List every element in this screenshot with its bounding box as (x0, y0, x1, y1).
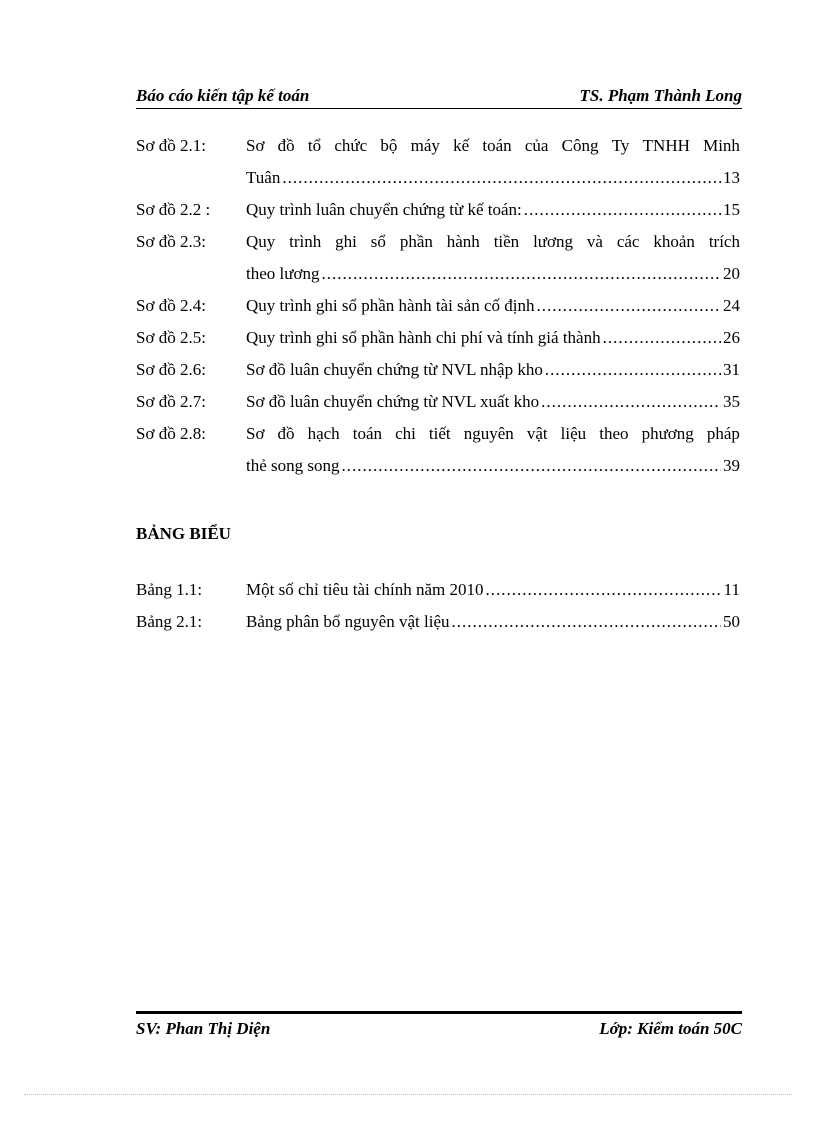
toc-entry-label: Sơ đồ 2.4: (136, 296, 206, 315)
toc-entry-page: 39 (723, 456, 740, 475)
toc-entry-title-word: phương (641, 424, 694, 443)
toc-entry-diagram-2-7[interactable] (136, 386, 740, 418)
header-report-title: Báo cáo kiến tập kế toán (136, 86, 310, 105)
toc-entry-title-word: trình (289, 232, 322, 251)
toc-entry-title-word: liệu (560, 424, 587, 443)
toc-leader-dots (603, 322, 721, 354)
toc-entry-title-word: theo (599, 424, 629, 443)
toc-entry-title: Quy trình luân chuyển chứng từ kế toán: (246, 200, 522, 219)
footer-student-name: SV: Phan Thị Diện (136, 1019, 271, 1038)
toc-entry-title-word: bộ (380, 136, 398, 155)
toc-entry-title-word: tiền (493, 232, 520, 251)
toc-entry-diagram-2-2[interactable] (136, 194, 740, 226)
toc-entry-title-word: ghi (335, 232, 357, 251)
toc-leader-dots (486, 574, 722, 606)
toc-entry-table-1-1[interactable] (136, 574, 740, 606)
toc-entry-title-word: nguyên (463, 424, 514, 443)
toc-entry-diagram-2-5[interactable] (136, 322, 740, 354)
toc-entry-title-word: chức (334, 136, 368, 155)
toc-leader-dots (321, 258, 721, 290)
toc-entry-title-line (246, 194, 740, 226)
toc-entry-page: 31 (723, 360, 740, 379)
toc-entry-title-line (246, 606, 740, 638)
toc-entry-title-line-2 (246, 450, 740, 482)
toc-entry-label: Sơ đồ 2.5: (136, 328, 206, 347)
toc-entry-label: Bảng 2.1: (136, 612, 203, 631)
tables-section-heading: BẢNG BIỂU (136, 524, 231, 543)
footer-class: Lớp: Kiểm toán 50C (599, 1019, 742, 1038)
toc-entry-title-line (246, 574, 740, 606)
toc-leader-dots (452, 606, 722, 638)
toc-entry-title-word: Sơ (246, 136, 265, 155)
toc-entry-title-continued: thẻ song song (246, 456, 340, 475)
toc-entry-title-word: pháp (706, 424, 740, 443)
toc-leader-dots (545, 354, 721, 386)
toc-entry-diagram-2-8[interactable] (136, 418, 740, 482)
toc-entry-page: 50 (723, 612, 740, 631)
toc-entry-page: 35 (723, 392, 740, 411)
toc-entry-title-word: chi (395, 424, 416, 443)
toc-entry-title-word: toán (482, 136, 512, 155)
toc-entry-title-word: TNHH (642, 136, 690, 155)
toc-leader-dots (342, 450, 722, 482)
toc-entry-title-word: các (616, 232, 640, 251)
toc-entry-title-line-2 (246, 162, 740, 194)
toc-entry-page: 13 (723, 168, 740, 187)
toc-entry-label: Sơ đồ 2.8: (136, 424, 206, 443)
toc-entry-diagram-2-6[interactable] (136, 354, 740, 386)
toc-leader-dots (541, 386, 721, 418)
page-header (136, 84, 742, 109)
toc-entry-label: Sơ đồ 2.2 : (136, 200, 211, 219)
toc-entry-title-line (246, 322, 740, 354)
toc-entry-title-word: hạch (307, 424, 340, 443)
page-footer (136, 1011, 742, 1044)
toc-entry-title-line-1 (246, 226, 740, 258)
toc-entry-title-word: Quy (246, 232, 276, 251)
toc-entry-title-line (246, 290, 740, 322)
toc-entry-title: Quy trình ghi sổ phần hành chi phí và tính giá thành (246, 328, 601, 347)
toc-entry-title-word: kế (453, 136, 470, 155)
toc-entry-title-word: trích (708, 232, 740, 251)
toc-entry-title-line-1 (246, 418, 740, 450)
toc-entry-title-line (246, 354, 740, 386)
header-supervisor: TS. Phạm Thành Long (579, 86, 742, 105)
toc-entry-title: Một số chỉ tiêu tài chính năm 2010 (246, 580, 484, 599)
toc-entry-title: Bảng phân bổ nguyên vật liệu (246, 612, 450, 631)
toc-entry-page: 26 (723, 328, 740, 347)
toc-entry-title-word: tổ (307, 136, 322, 155)
toc-entry-label: Sơ đồ 2.6: (136, 360, 206, 379)
toc-entry-title-word: máy (410, 136, 440, 155)
toc-entry-page: 15 (723, 200, 740, 219)
toc-entry-diagram-2-4[interactable] (136, 290, 740, 322)
toc-entry-title-word: tiết (428, 424, 451, 443)
toc-entry-title-word: và (586, 232, 603, 251)
toc-entry-label: Bảng 1.1: (136, 580, 203, 599)
toc-entry-title: Sơ đồ luân chuyển chứng từ NVL nhập kho (246, 360, 543, 379)
toc-entry-title-line-1 (246, 130, 740, 162)
diagram-list (136, 130, 740, 482)
toc-leader-dots (282, 162, 721, 194)
toc-entry-title-word: hành (446, 232, 480, 251)
table-list (136, 574, 740, 638)
page-bottom-border (24, 1094, 792, 1095)
toc-entry-title-word: toán (352, 424, 383, 443)
toc-leader-dots (537, 290, 722, 322)
toc-entry-title-continued: Tuân (246, 168, 281, 187)
toc-entry-title-word: đồ (277, 136, 295, 155)
toc-entry-title-line-2 (246, 258, 740, 290)
toc-entry-title-word: vật (526, 424, 548, 443)
toc-entry-label: Sơ đồ 2.3: (136, 232, 206, 251)
toc-entry-page: 20 (723, 264, 740, 283)
toc-entry-title-word: Sơ (246, 424, 265, 443)
toc-entry-title-continued: theo lương (246, 264, 320, 283)
toc-entry-diagram-2-1[interactable] (136, 130, 740, 194)
toc-entry-title-word: lương (533, 232, 574, 251)
toc-entry-title-word: sổ (370, 232, 386, 251)
toc-entry-title: Quy trình ghi sổ phần hành tài sản cố định (246, 296, 535, 315)
toc-entry-title: Sơ đồ luân chuyển chứng từ NVL xuất kho (246, 392, 540, 411)
toc-entry-title-line (246, 386, 740, 418)
toc-entry-title-word: Công (561, 136, 599, 155)
toc-entry-diagram-2-3[interactable] (136, 226, 740, 290)
toc-entry-title-word: đồ (277, 424, 295, 443)
toc-entry-table-2-1[interactable] (136, 606, 740, 638)
toc-entry-label: Sơ đồ 2.7: (136, 392, 206, 411)
toc-entry-label: Sơ đồ 2.1: (136, 136, 206, 155)
toc-entry-page: 24 (723, 296, 740, 315)
toc-entry-title-word: của (524, 136, 549, 155)
toc-entry-page: 11 (723, 580, 740, 599)
toc-entry-title-word: Minh (703, 136, 740, 155)
toc-leader-dots (524, 194, 721, 226)
toc-entry-title-word: khoản (653, 232, 695, 251)
toc-entry-title-word: Ty (611, 136, 630, 155)
toc-entry-title-word: phần (399, 232, 433, 251)
